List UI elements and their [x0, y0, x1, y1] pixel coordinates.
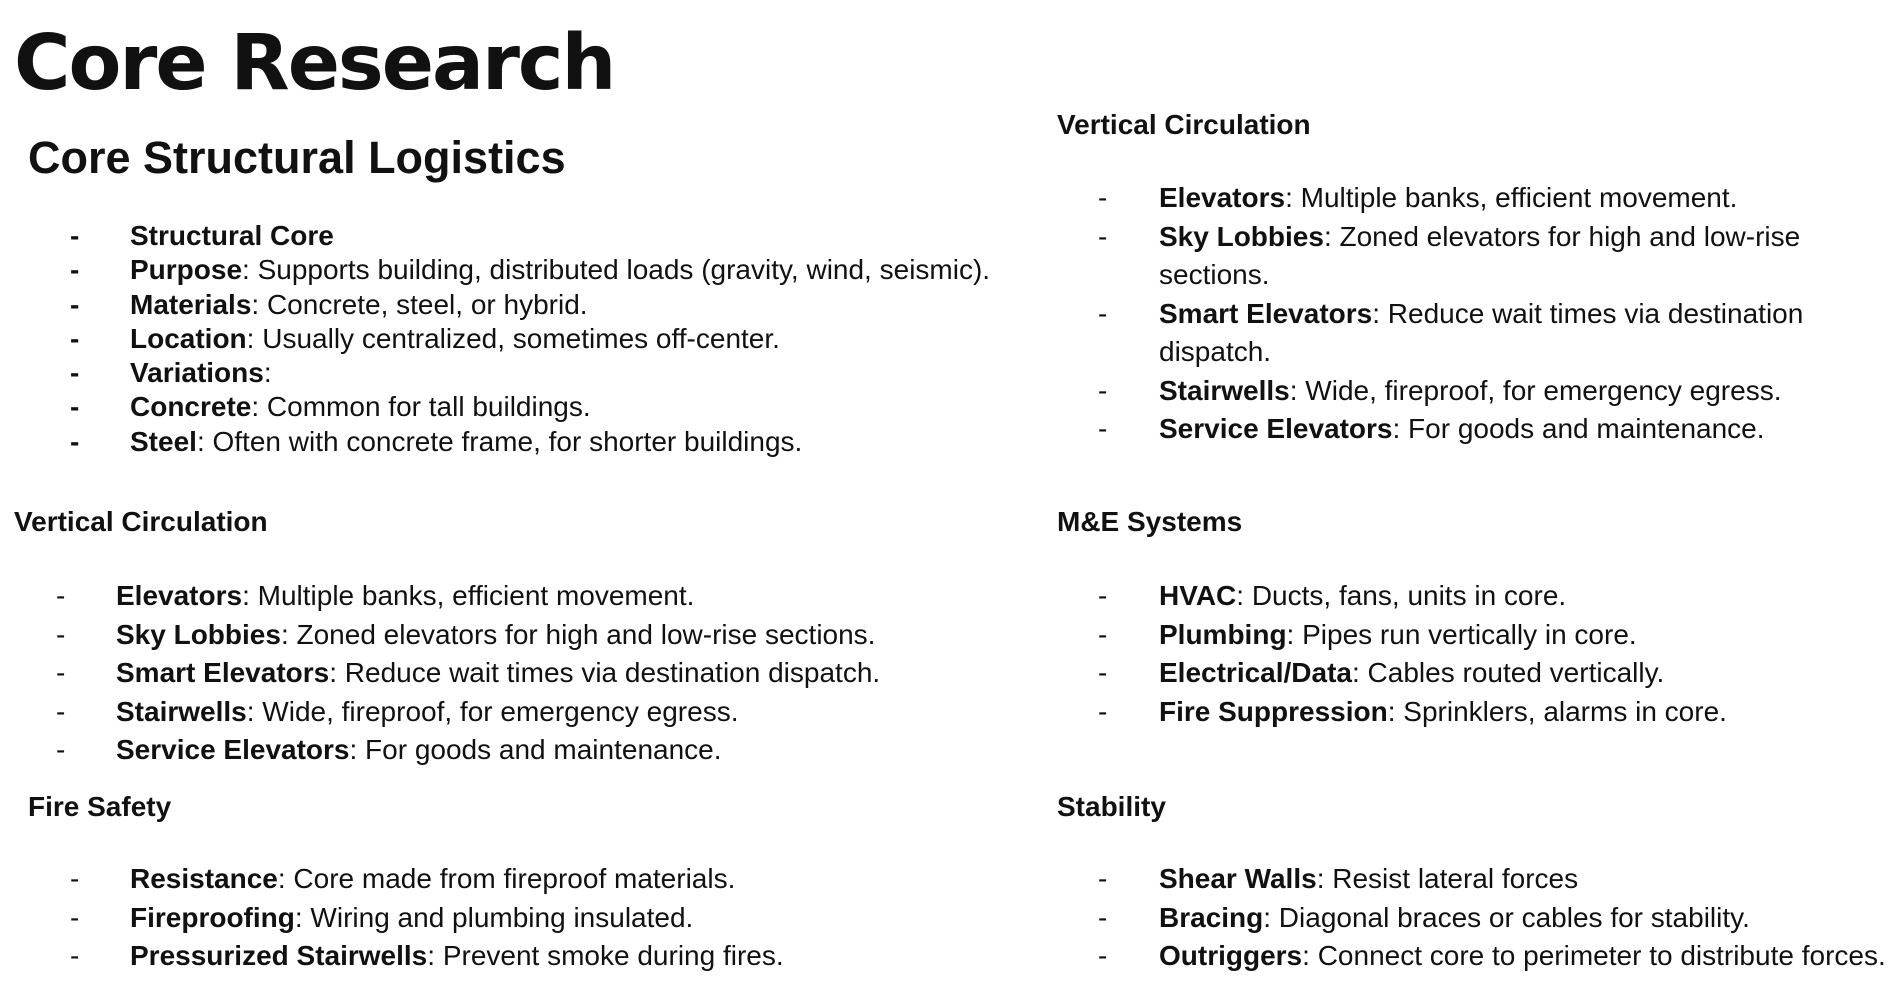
list-item [1098, 899, 1898, 938]
bullet-dash: - [70, 357, 80, 389]
me-systems-list [1098, 577, 1888, 731]
bullet-dash: - [56, 734, 66, 765]
list-item [70, 322, 1050, 356]
item-text: : Often with concrete frame, for shorter buildings. [196, 425, 803, 457]
vertical-circulation-list [1098, 179, 1878, 449]
item-text: : Multiple banks, efficient movement. [242, 580, 695, 611]
item-text: : Sprinklers, alarms in core. [1387, 695, 1727, 727]
list-item [70, 937, 1070, 976]
list-item [56, 693, 1056, 732]
bullet-dash: - [1098, 374, 1108, 406]
list-item [1098, 295, 1878, 372]
bullet-dash: - [1098, 220, 1108, 252]
bullet-dash: - [1098, 695, 1108, 727]
bullet-dash: - [1098, 182, 1108, 213]
vertical-circulation-heading: Vertical Circulation [1057, 109, 1311, 140]
list-item [56, 616, 1056, 655]
item-term: Bracing [1159, 901, 1264, 933]
stability-list [1098, 860, 1898, 976]
bullet-dash: - [70, 901, 80, 933]
item-term: Fireproofing [130, 901, 295, 933]
list-item [70, 390, 1050, 424]
stability-heading: Stability [1057, 791, 1166, 822]
item-text: : Common for tall buildings. [251, 391, 591, 423]
item-text: : Wiring and plumbing insulated. [294, 901, 694, 933]
bullet-dash: - [70, 254, 80, 286]
bullet-dash: - [56, 618, 66, 650]
bullet-dash: - [70, 940, 80, 971]
vertical-circulation-list [56, 577, 1056, 770]
item-text: : Multiple banks, efficient movement. [1285, 182, 1738, 213]
page-title: Core Research [14, 19, 615, 108]
item-term: Sky Lobbies [116, 618, 281, 650]
bullet-dash: - [1098, 901, 1108, 933]
fire-safety-heading: Fire Safety [28, 791, 172, 822]
item-text: : For goods and maintenance. [1392, 413, 1765, 444]
item-term: Electrical/Data [1159, 657, 1352, 688]
vertical-circulation-heading: Vertical Circulation [14, 506, 268, 537]
list-item [1098, 218, 1878, 295]
item-term: Service Elevators [1159, 413, 1393, 444]
bullet-dash: - [70, 863, 80, 894]
item-term: Stairwells [116, 695, 247, 727]
bullet-dash: - [56, 657, 66, 688]
structural-core-list [70, 219, 1050, 459]
item-text: : Zoned elevators for high and low-rise sections. [1159, 220, 1801, 290]
list-item [56, 654, 1056, 693]
item-text: : Ducts, fans, units in core. [1236, 580, 1567, 611]
list-item [70, 860, 1070, 899]
bullet-dash: - [1098, 657, 1108, 688]
bullet-dash: - [1098, 297, 1108, 329]
list-item [1098, 937, 1898, 976]
item-text: : Wide, fireproof, for emergency egress. [246, 695, 739, 727]
item-term: Concrete [130, 391, 252, 423]
item-term: Pressurized Stairwells [130, 940, 428, 971]
bullet-dash: - [1098, 863, 1108, 894]
item-term: Outriggers [1159, 940, 1303, 971]
item-text: : Prevent smoke during fires. [427, 940, 784, 971]
bullet-dash: - [70, 391, 80, 423]
bullet-dash: - [70, 322, 80, 354]
bullet-dash: - [1098, 413, 1108, 444]
item-term: Variations [130, 357, 264, 389]
item-term: Shear Walls [1159, 863, 1317, 894]
item-term: Plumbing [1159, 618, 1287, 650]
item-term: Elevators [1159, 182, 1286, 213]
item-text: : Core made from fireproof materials. [277, 863, 736, 894]
list-item [1098, 616, 1888, 655]
item-text: : Connect core to perimeter to distribute forces. [1302, 940, 1886, 971]
bullet-dash: - [70, 220, 80, 251]
bullet-dash: - [1098, 580, 1108, 611]
item-text: : [263, 357, 272, 389]
list-item [1098, 577, 1888, 616]
list-item [70, 219, 1050, 253]
item-term: Purpose [130, 254, 243, 286]
item-term: HVAC [1159, 580, 1237, 611]
item-text: : Concrete, steel, or hybrid. [251, 288, 588, 320]
bullet-dash: - [56, 695, 66, 727]
list-item [1098, 693, 1888, 732]
list-item [70, 899, 1070, 938]
list-item [70, 288, 1050, 322]
item-term: Service Elevators [116, 734, 350, 765]
item-term: Resistance [130, 863, 278, 894]
me-systems-heading: M&E Systems [1057, 506, 1243, 537]
bullet-dash: - [70, 288, 80, 320]
item-term: Smart Elevators [1159, 297, 1373, 329]
bullet-dash: - [1098, 618, 1108, 650]
item-text: : Pipes run vertically in core. [1286, 618, 1637, 650]
bullet-dash: - [1098, 940, 1108, 971]
item-text: : Wide, fireproof, for emergency egress. [1289, 374, 1782, 406]
item-text: : Resist lateral forces [1316, 863, 1579, 894]
list-item [56, 577, 1056, 616]
list-item [1098, 410, 1878, 449]
item-term: Smart Elevators [116, 657, 330, 688]
item-term: Structural Core [130, 220, 334, 251]
item-term: Elevators [116, 580, 243, 611]
item-term: Materials [130, 288, 252, 320]
list-item [1098, 860, 1898, 899]
item-term: Fire Suppression [1159, 695, 1388, 727]
item-text: : Reduce wait times via destination dispatch. [1159, 297, 1804, 367]
list-item [1098, 654, 1888, 693]
bullet-dash: - [70, 425, 80, 457]
item-term: Steel [130, 425, 197, 457]
bullet-dash: - [56, 580, 66, 611]
item-term: Stairwells [1159, 374, 1290, 406]
item-text: : Reduce wait times via destination dispatch. [329, 657, 881, 688]
list-item [70, 253, 1050, 287]
item-term: Sky Lobbies [1159, 220, 1324, 252]
item-text: : Supports building, distributed loads (gravity, wind, seismic). [242, 254, 991, 286]
fire-safety-list [70, 860, 1070, 976]
item-text: : Diagonal braces or cables for stability. [1263, 901, 1750, 933]
list-item [70, 356, 1050, 390]
item-text: : Zoned elevators for high and low-rise sections. [280, 618, 876, 650]
list-item [56, 731, 1056, 770]
list-item [1098, 179, 1878, 218]
list-item [70, 425, 1050, 459]
item-text: : For goods and maintenance. [349, 734, 722, 765]
item-text: : Usually centralized, sometimes off-center. [246, 322, 780, 354]
section-subtitle: Core Structural Logistics [28, 132, 566, 183]
item-text: : Cables routed vertically. [1352, 657, 1665, 688]
item-term: Location [130, 322, 247, 354]
list-item [1098, 372, 1878, 411]
